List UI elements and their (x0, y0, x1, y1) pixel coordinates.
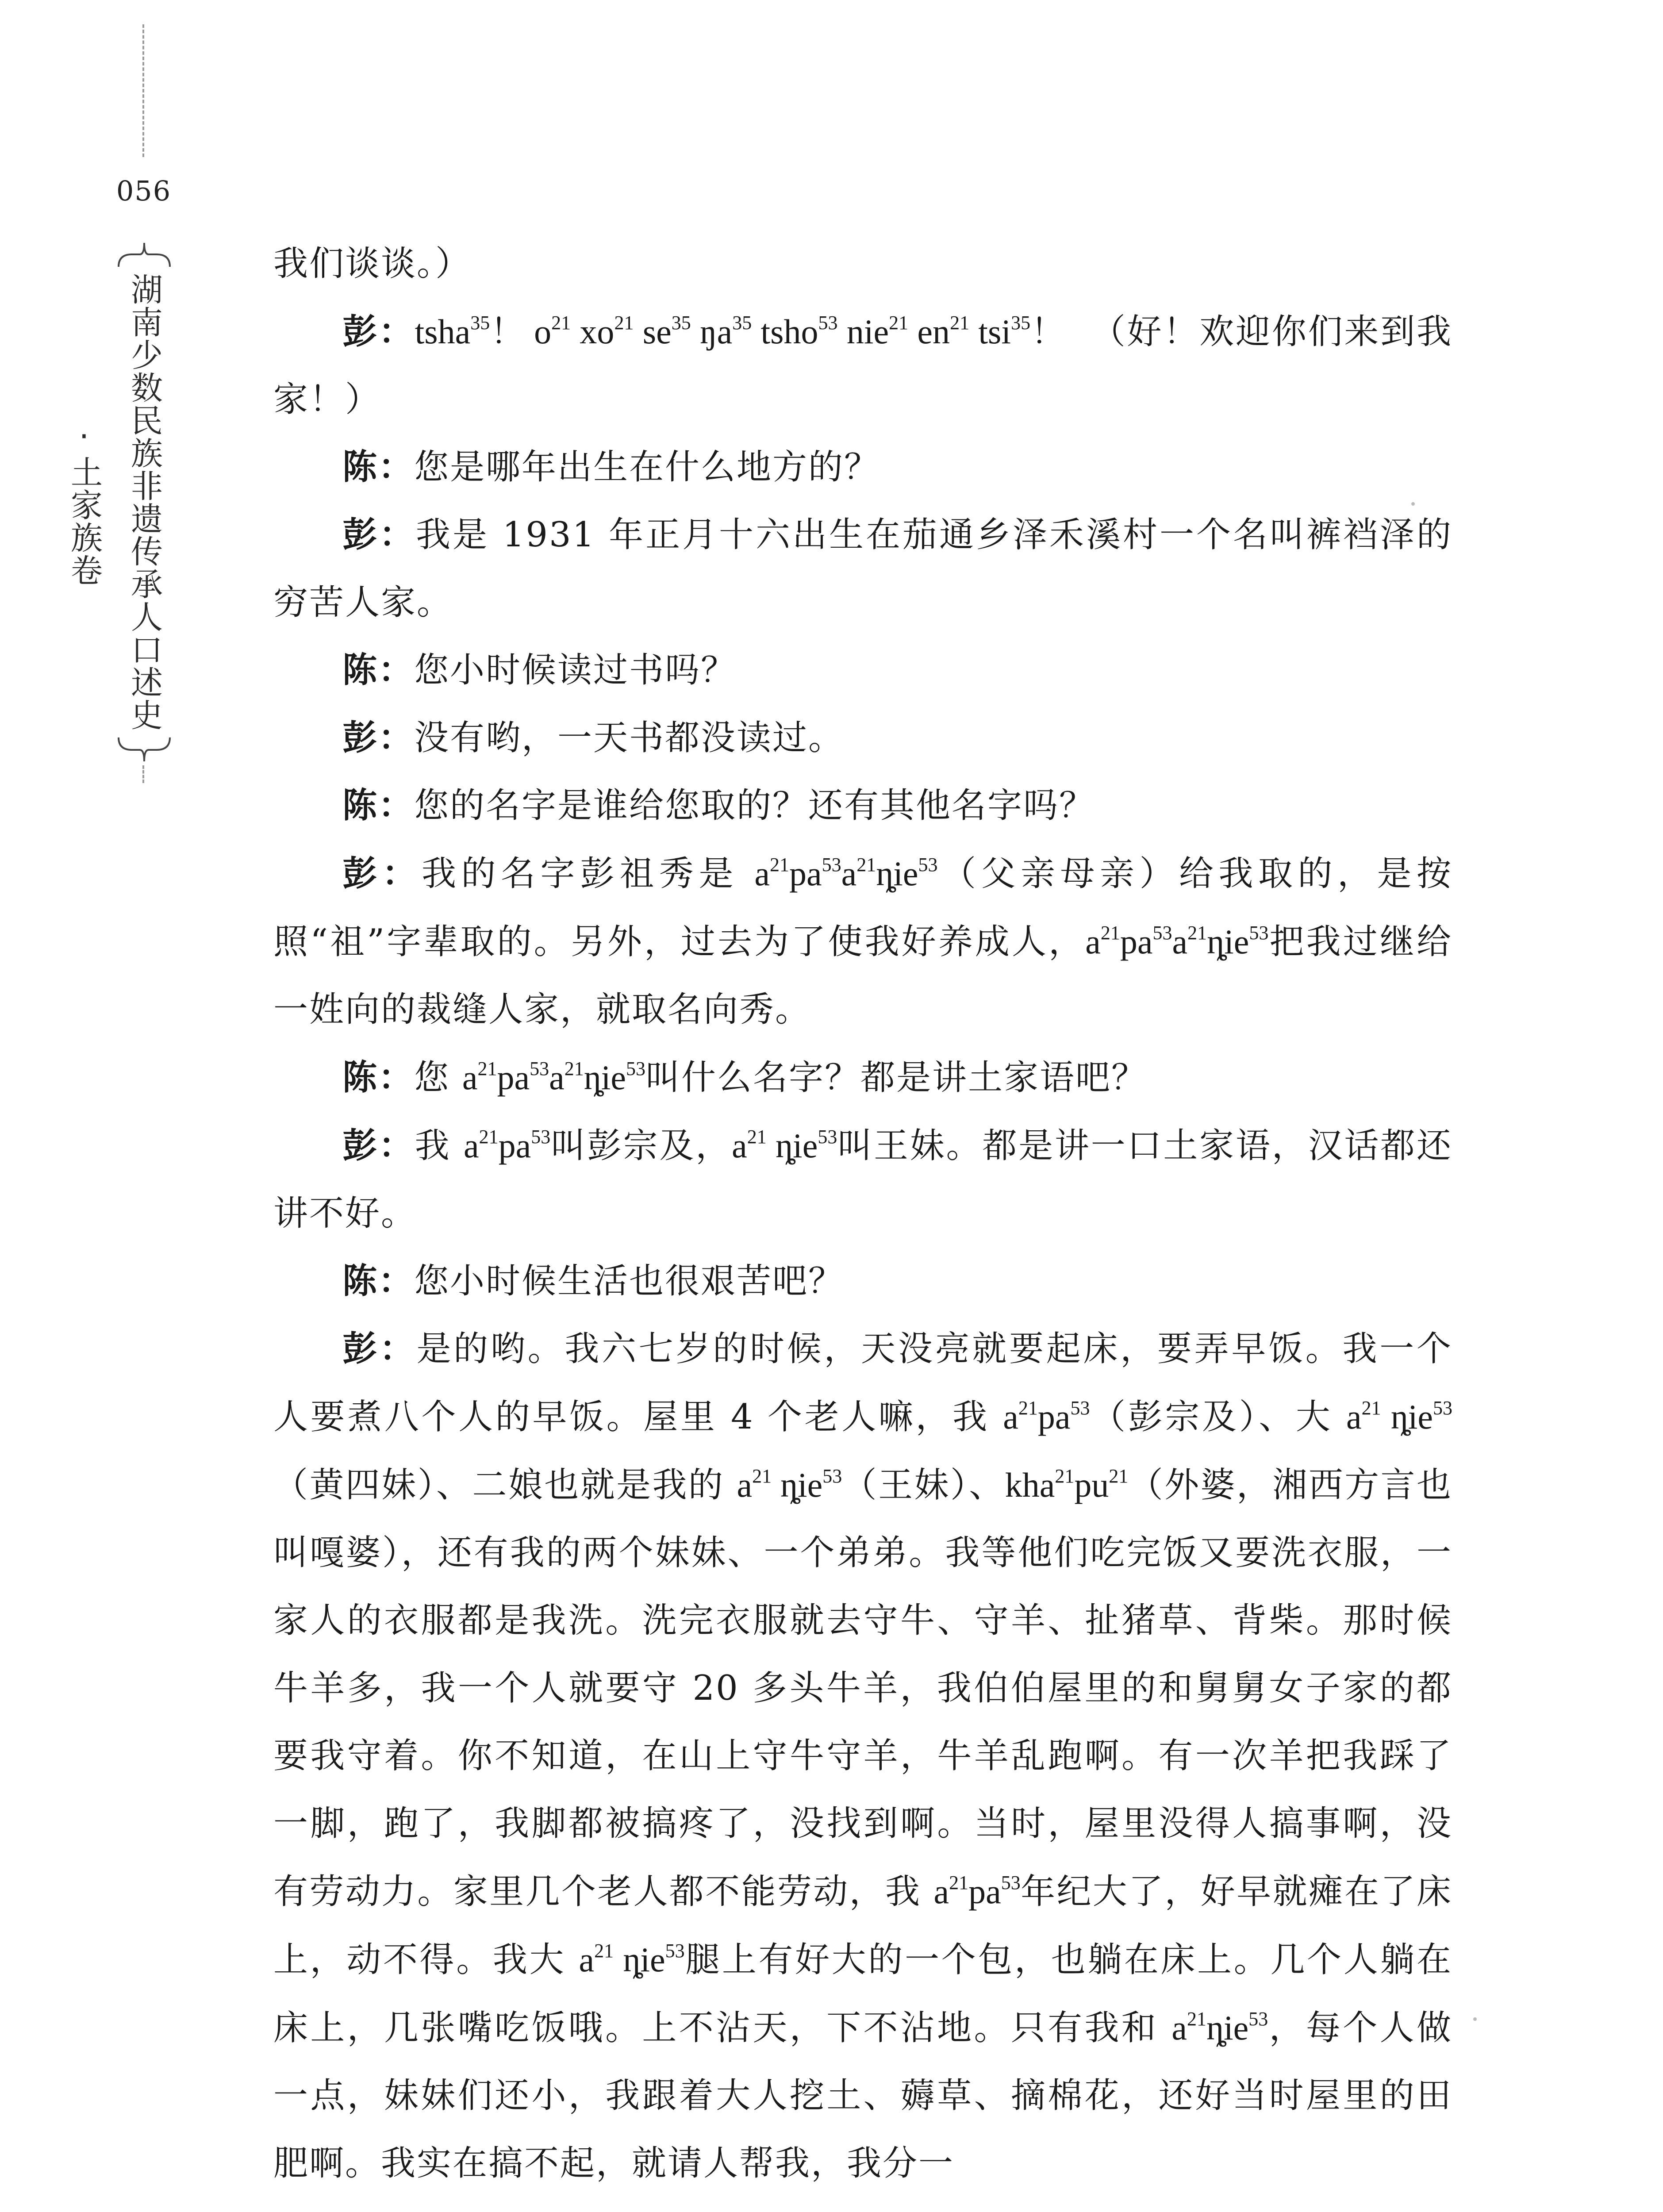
ipa-syllable: tsha (415, 312, 471, 351)
speaker-label: 陈： (342, 1261, 415, 1301)
ipa-syllable: ！ o (490, 312, 552, 351)
question-text: 您的名字是谁给您取的？还有其他名字吗？ (414, 786, 1095, 826)
ipa-term: $a^{21}$ ȵie$^{53}$ (579, 1940, 685, 1979)
answer-text: （外婆，湘西方言也叫嘎婆），还有我的两个妹妹、一个弟弟。我等他们吃完饭又要洗衣服，一家人的衣服都是我洗。洗完衣服就去守牛、守羊、扯猪草、背柴。那时候牛羊多，我一个人就要守 20 多头牛羊，我伯伯屋里的和舅舅女子家的都要我守着。你不知道，在山上守牛守羊，牛羊乱跑啊。有一次羊把我踩了一脚，跑了，我脚都被搞疼了，没找到啊。当时，屋里没得人搞事啊，没有劳动力。家里几个老人都不能劳动，我 (273, 1465, 1452, 1912)
speaker-label: 陈： (342, 786, 415, 826)
ipa-term: $a^{21}$ ȵie$^{53}$ (732, 1126, 837, 1165)
margin-rule-top (142, 24, 144, 157)
ipa-syllable: xo (571, 312, 615, 351)
paragraph-peng-answer (273, 704, 1452, 772)
answer-text: 没有哟，一天书都没读过。 (414, 718, 845, 758)
speaker-label: 彭： (342, 718, 415, 758)
paragraph-peng-answer (273, 1315, 1452, 2197)
series-title-box (65, 241, 174, 763)
ipa-term: $a^{21}pa^{53}a^{21}ȵie^{53}$ (1085, 922, 1269, 961)
tone-mark: 21 (614, 312, 634, 334)
question-text: 您小时候生活也很艰苦吧？ (414, 1261, 845, 1301)
paragraph-chen-question (273, 434, 1452, 501)
answer-text: 叫王妹。都是讲一口土家语，汉话都还讲不好。 (273, 1126, 1452, 1233)
answer-text: ，每个人做一点，妹妹们还小，我跟着大人挖土、薅草、摘棉花，还好当时屋里的田肥啊。我实在搞不起，就请人帮我，我分一 (273, 2008, 1452, 2183)
paragraph-peng-answer (273, 1112, 1452, 1248)
tone-mark: 35 (470, 312, 490, 334)
ipa-syllable: se (634, 312, 672, 351)
ipa-syllable: ŋa (691, 312, 733, 351)
tone-mark: 21 (551, 312, 571, 334)
ipa-term: $kha^{21}pu^{21}$ (1005, 1465, 1129, 1504)
answer-text: 叫彭宗及， (550, 1126, 732, 1166)
ipa-term: $a^{21}$ ȵie$^{53}$ (1346, 1397, 1453, 1436)
ipa-term: $a^{21}pa^{53}a^{21}ȵie^{53}$ (462, 1058, 645, 1097)
ipa-term: $a^{21}pa^{53}$ (464, 1126, 551, 1165)
speaker-label: 彭： (342, 515, 416, 555)
answer-text: （黄四妹）、二娘也就是我的 (273, 1465, 737, 1505)
ipa-greeting (415, 312, 1066, 351)
tone-mark: 21 (889, 312, 909, 334)
gloss: （好！欢迎你们来到我家！） (273, 312, 1452, 419)
paragraph-peng-answer (273, 501, 1452, 637)
answer-text: 我 (415, 1126, 464, 1166)
question-text: 叫什么名字？都是讲土家语吧？ (645, 1058, 1147, 1098)
series-title: 湖南少数民族非遗传承人口述史·土家族卷 (65, 273, 163, 731)
speaker-label: 彭： (342, 312, 415, 352)
speaker-label: 彭： (342, 1126, 415, 1166)
paragraph-peng-answer (273, 840, 1452, 1044)
answer-text: （王妹）、 (842, 1465, 1005, 1505)
answer-text: 年纪大了，好早就瘫在了床上，动不得。我大 (273, 1872, 1452, 1980)
tone-mark: 35 (1011, 312, 1031, 334)
ipa-term: $a^{21}$ ȵie$^{53}$ (737, 1465, 842, 1504)
ipa-syllable: nie (837, 312, 889, 351)
ipa-term: $a^{21}ȵie^{53}$ (1171, 2008, 1268, 2047)
scan-speck (1411, 502, 1415, 506)
answer-text: 我的名字彭祖秀是 (422, 854, 755, 894)
speaker-label: 彭： (342, 1329, 417, 1369)
tone-mark: 53 (818, 312, 838, 334)
ipa-syllable: tsi (969, 312, 1011, 351)
answer-text: （父亲母亲）给我取的，是按照“祖”字辈取的。另外，过去为了使我好养成人， (273, 854, 1452, 962)
page-body (273, 230, 1452, 2197)
ipa-syllable: tsho (752, 312, 818, 351)
paragraph-chen-question (273, 1248, 1452, 1315)
paragraph-chen-question (273, 637, 1452, 704)
answer-text: 腿上有好大的一个包，也躺在床上。几个人躺在床上，几张嘴吃饭哦。上不沾天，下不沾地。只有我和 (273, 1940, 1453, 2048)
text: 我们谈谈。） (273, 244, 472, 284)
paragraph (273, 230, 1452, 298)
question-text: 您 (414, 1058, 462, 1098)
tone-mark: 21 (950, 312, 970, 334)
ipa-term: $a^{21}pa^{53}$ (1003, 1397, 1090, 1436)
answer-text: 把我过继给一姓向的裁缝人家，就取名向秀。 (273, 922, 1452, 1029)
ipa-syllable: en (908, 312, 950, 351)
page-number: 056 (116, 175, 172, 207)
ipa-term: $a^{21}pa^{53}a^{21}ȵie^{53}$ (754, 854, 938, 893)
speaker-label: 陈： (342, 1058, 415, 1098)
speaker-label: 陈： (342, 447, 415, 487)
ipa-syllable: ！ (1030, 312, 1066, 351)
margin-rule-bottom (142, 765, 144, 783)
question-text: 您小时候读过书吗？ (414, 650, 737, 690)
paragraph-peng-greeting (273, 298, 1452, 434)
answer-text: 我是 1931 年正月十六出生在茄通乡泽禾溪村一个名叫裤裆泽的穷苦人家。 (273, 515, 1452, 622)
paragraph-chen-question (273, 772, 1452, 840)
bracket-bottom-decoration (114, 737, 174, 763)
tone-mark: 35 (732, 312, 752, 334)
answer-text: 是的哟。我六七岁的时候，天没亮就要起床，要弄早饭。我一个人要煮八个人的早饭。屋里 4 个老人嘛，我 (273, 1329, 1452, 1437)
speaker-label: 陈： (342, 650, 415, 690)
question-text: 您是哪年出生在什么地方的？ (414, 447, 880, 487)
tone-mark: 35 (671, 312, 691, 334)
scan-speck (1473, 2017, 1477, 2021)
speaker-label: 彭： (342, 854, 422, 894)
answer-text: （彭宗及）、大 (1090, 1397, 1346, 1437)
ipa-term: $a^{21}pa^{53}$ (933, 1872, 1021, 1911)
paragraph-chen-question (273, 1044, 1452, 1112)
